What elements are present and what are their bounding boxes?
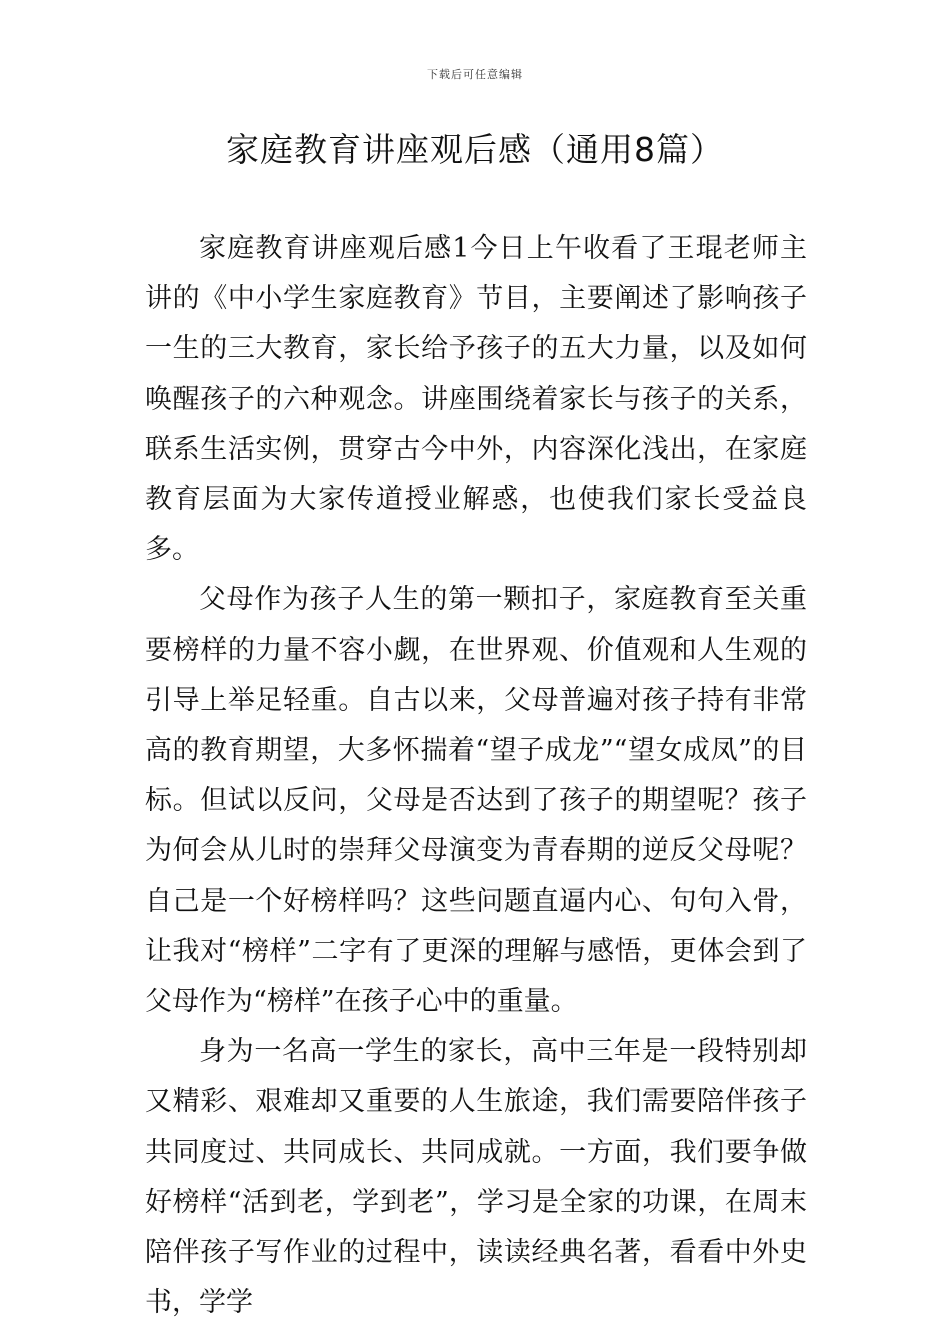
- paragraph-1: 家庭教育讲座观后感1今日上午收看了王琨老师主讲的《中小学生家庭教育》节目，主要阐述了影响孩子一生的三大教育，家长给予孩子的五大力量，以及如何唤醒孩子的六种观念。讲座围绕着家长与孩子的关系，联系生活实例，贯穿古今中外，内容深化浅出，在家庭教育层面为大家传道授业解惑，也使我们家长受益良多。: [145, 233, 807, 566]
- header-note: 下载后可任意编辑: [427, 68, 523, 81]
- document-title: 家庭教育讲座观后感（通用8篇）: [226, 130, 724, 169]
- paragraph-2: 父母作为孩子人生的第一颗扣子，家庭教育至关重要榜样的力量不容小觑，在世界观、价值观和人生观的引导上举足轻重。自古以来，父母普遍对孩子持有非常高的教育期望，大多怀揣着“望子成龙”“望女成凤”的目标。但试以反问，父母是否达到了孩子的期望呢？孩子为何会从儿时的崇拜父母演变为青春期的逆反父母呢？自己是一个好榜样吗？这些问题直逼内心、句句入骨，让我对“榜样”二字有了更深的理解与感悟，更体会到了父母作为“榜样”在孩子心中的重量。: [145, 584, 807, 1018]
- document-body: [145, 224, 807, 1328]
- paragraph-3: 身为一名高一学生的家长，高中三年是一段特别却又精彩、艰难却又重要的人生旅途，我们需要陪伴孩子共同度过、共同成长、共同成就。一方面，我们要争做好榜样“活到老，学到老”，学习是全家的功课，在周末陪伴孩子写作业的过程中，读读经典名著，看看中外史书，学学: [145, 1036, 807, 1319]
